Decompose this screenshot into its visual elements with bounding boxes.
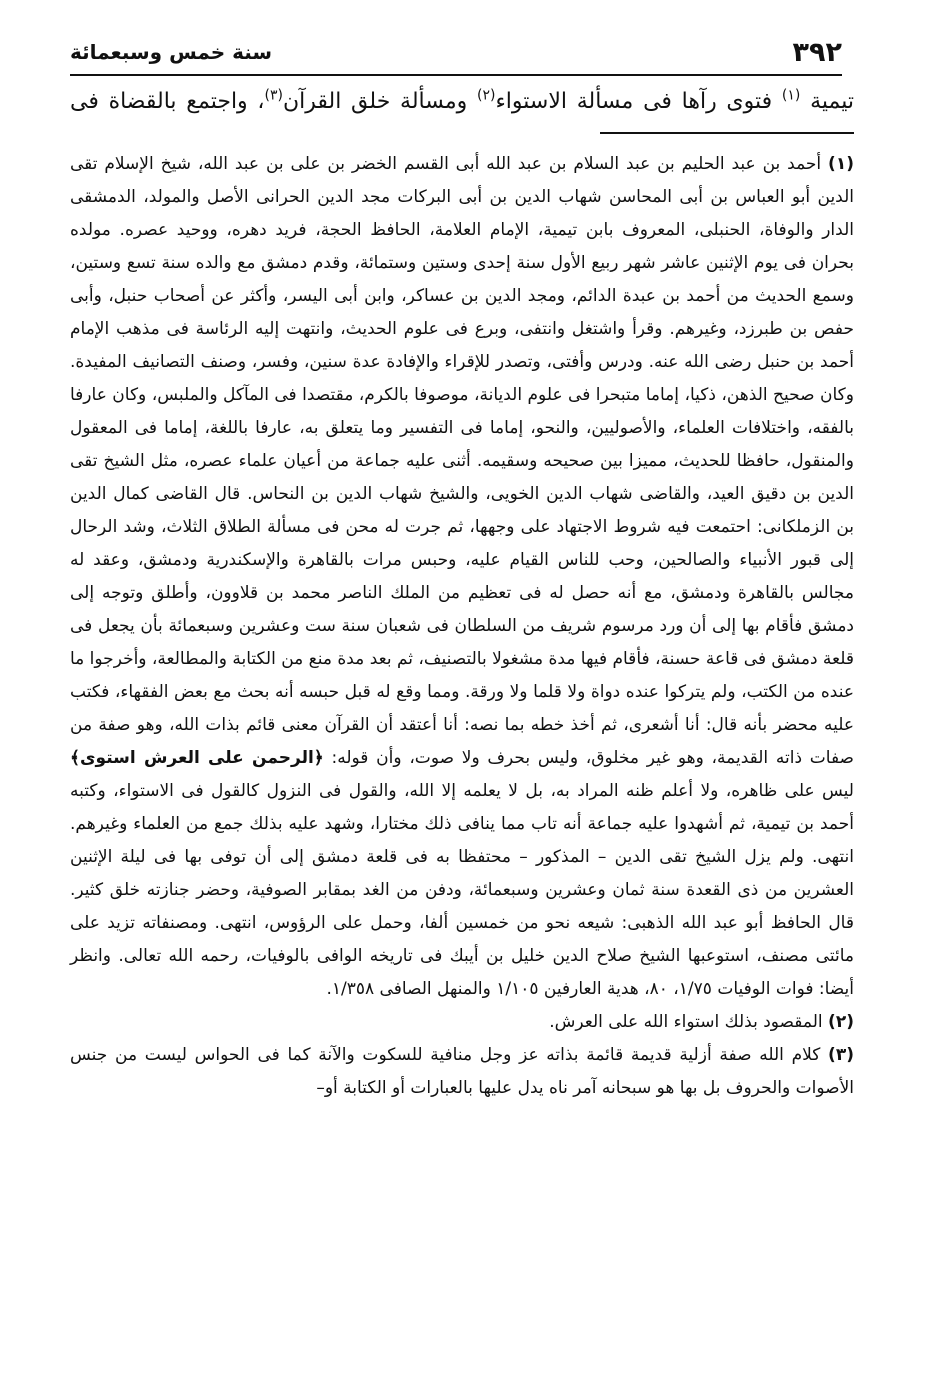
footnote-ref-3: (٣) (264, 87, 283, 104)
footnote-ref-2: (٢) (476, 87, 496, 104)
main-text-segment-2: ومسألة خلق القرآن (282, 89, 477, 114)
main-text-segment-1: فتوى رآها فى مسألة الاستواء (495, 89, 782, 114)
footnotes (70, 148, 854, 1105)
footnote-2-text: المقصود بذلك استواء الله على العرش. (549, 1012, 829, 1032)
main-text-segment-3: ، واجتمع بالقضاة فى (70, 89, 265, 114)
footnote-separator (600, 132, 854, 134)
footnote-2-number: (٢) (828, 1012, 854, 1032)
footnote-2 (70, 1006, 854, 1039)
footnote-1 (70, 148, 854, 1006)
quran-verse: ﴿الرحمن على العرش استوى﴾ (70, 748, 324, 768)
footnote-ref-1: (١) (781, 87, 801, 104)
footnote-3-text: كلام الله صفة أزلية قديمة قائمة بذاته عز وجل منافية للسكوت والآنة كما فى الحواس ليست من جنس الأصوات والحروف بل بها هو سبحانه آمر ناه يدل عليها بالعبارات أو الكتابة أو– (70, 1045, 854, 1098)
running-title: سنة خمس وسبعمائة (70, 40, 273, 64)
footnote-1-number: (١) (828, 154, 854, 174)
footnote-3 (70, 1039, 854, 1105)
footnote-1-text: أحمد بن عبد الحليم بن عبد السلام بن عبد الله أبى القسم الخضر بن على بن عبد الله، شيخ الإسلام تقى الدين أبو العباس بن أبى المحاسن شهاب الدين بن أبى البركات مجد الدين الحرانى الأصل والمولد، الدمشقى الدار والوفاة، الحنبلى، المعروف بابن تيمية، الإمام العلامة، الحافظ الحجة، فريد دهره، ووحيد عصره. مولده بحران فى يوم الإثنين عاشر شهر ربيع الأول سنة إحدى وستين وستمائة، وقدم دمشق مع والده سنة تسع وستين، وسمع الحديث من أحمد بن عبدة الدائم، ومجد الدين بن عساكر، وابن أبى اليسر، وأكثر عن أصحاب حنبل، وأبى حفص بن طبرزد، وغيرهم. وقرأ واشتغل وانتفى، وبرع فى علوم الحديث، وانتهت إليه الرئاسة فى مذهب الإمام أحمد بن حنبل رضى الله عنه. ودرس وأفتى، وتصدر للإقراء والإفادة عدة سنين، وفسر، وصنف التصانيف المفيدة. وكان صحيح الذهن، ذكيا، إماما متبحرا فى علوم الديانة، موصوفا بالكرم، مقتصدا فى المآكل والملبس، وكان عارفا بالفقه، واختلافات العلماء، والأصوليين، والنحو، إماما فى التفسير وما يتعلق به، عارفا باللغة، إماما فى المعقول والمنقول، حافظا للحديث، مميزا بين صحيحه وسقيمه. أثنى عليه جماعة من أعيان علماء عصره، مثل الشيخ تقى الدين بن دقيق العيد، والقاضى شهاب الدين الخويى، والشيخ شهاب الدين بن النحاس. قال القاضى كمال الدين بن الزملكانى: احتمعت فيه شروط الاجتهاد على وجهها، ثم جرت له محن فى مسألة الطلاق الثلاث، وشد الرحال إلى قبور الأنبياء والصالحين، وحب للناس القيام عليه، وحبس مرات بالقاهرة والإسكندرية ودمشق، وعقد له مجالس بالقاهرة ودمشق، مع أنه حصل له فى تعظيم من الملك الناصر محمد بن قلاوون، وأطلق وتوجه إلى دمشق فأقام بها إلى أن ورد مرسوم شريف من السلطان فى شعبان سنة ست وعشرين وسبعمائة بأن يجعل فى قلعة دمشق فى قاعة حسنة، فأقام فيها مدة مشغولا بالتصنيف، ثم بعد مدة منع من الكتابة والمطالعة، وأخرجوا ما عنده من الكتب، ولم يتركوا عنده دواة ولا قلما ولا ورقة. ومما وقع له قبل حبسه أنه بحث مع بعض الفقهاء، فكتب عليه محضر بأنه قال: أنا أشعرى، ثم أخذ خطه بما نصه: أنا أعتقد أن القرآن معنى قائم بذات الله، وهو صفة من صفات ذاته القديمة، وهو غير مخلوق، وليس بحرف ولا صوت، وأن قوله: (69, 154, 854, 768)
page-header (70, 30, 842, 76)
footnote-3-number: (٣) (828, 1045, 854, 1065)
page-number: ٣٩٢ (792, 36, 842, 68)
main-text-start: تيمية (800, 89, 854, 114)
main-text-line (70, 80, 854, 124)
footnote-1-text-continued: ليس على ظاهره، ولا أعلم ظنه المراد به، بل لا يعلمه إلا الله، والقول فى النزول كالقول فى الاستواء، وكتبه أحمد بن تيمية، ثم أشهدوا عليه جماعة أنه تاب مما ينافى ذلك مختارا، وشهد عليه بذلك جمع من العلماء وغيرهم. انتهى. ولم يزل الشيخ تقى الدين – المذكور – محتفظا به فى قلعة دمشق إلى أن توفى بها فى ليلة الإثنين العشرين من ذى القعدة سنة ثمان وعشرين وسبعمائة، ودفن من الغد بمقابر الصوفية، وحضر جنازته خلق كثير. قال الحافظ أبو عبد الله الذهبى: شيعه نحو من خمسين ألفا، وحمل على الرؤوس، انتهى. ومصنفاته تزيد على مائتى مصنف، استوعبها الشيخ صلاح الدين خليل بن أيبك فى تاريخه الوافى بالوفيات، رحمه الله تعالى. وانظر أيضا: فوات الوفيات ١/٧٥، ٨٠، هدية العارفين ١/١٠٥ والمنهل الصافى ١/٣٥٨. (70, 781, 854, 999)
